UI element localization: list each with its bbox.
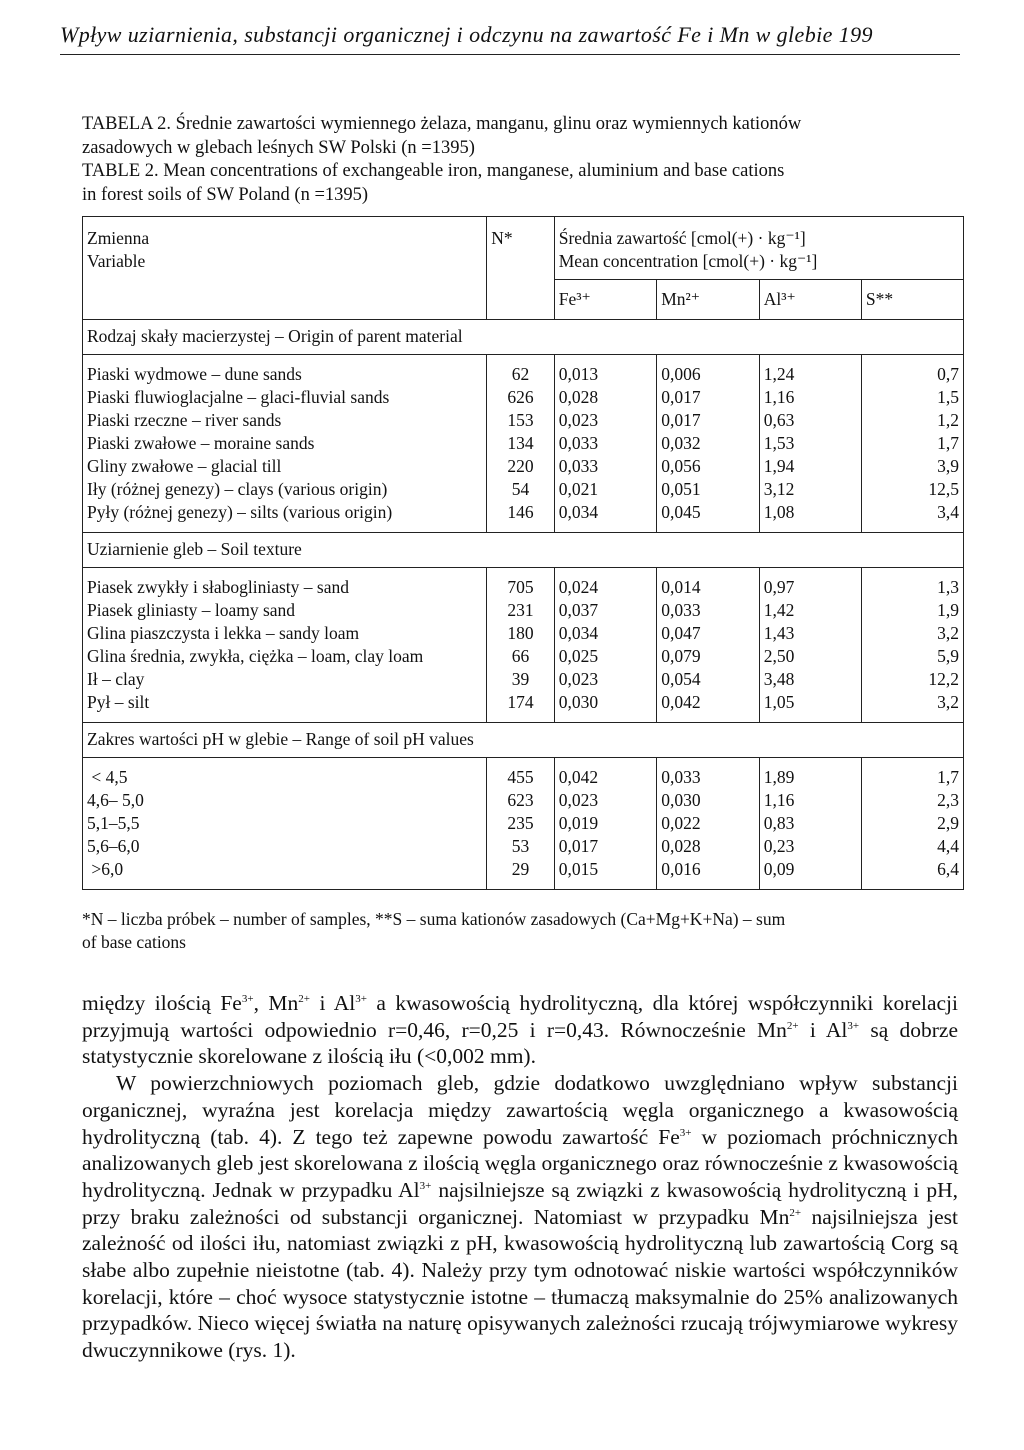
section-title: Uziarnienie gleb – Soil texture bbox=[83, 533, 964, 568]
cell-n: 626 bbox=[487, 386, 555, 409]
header-mean bbox=[554, 217, 963, 280]
table-row bbox=[83, 599, 964, 622]
cell-fe: 0,033 bbox=[554, 455, 656, 478]
cell-al: 1,43 bbox=[759, 622, 861, 645]
cell-mn: 0,016 bbox=[657, 858, 759, 890]
table-row bbox=[83, 645, 964, 668]
cell-n: 54 bbox=[487, 478, 555, 501]
cell-mn: 0,017 bbox=[657, 409, 759, 432]
body-text bbox=[82, 990, 958, 1364]
cell-al: 1,16 bbox=[759, 789, 861, 812]
p2-sup-2: 3+ bbox=[419, 1179, 432, 1192]
cell-al: 1,53 bbox=[759, 432, 861, 455]
caption-en-line1: TABLE 2. Mean concentrations of exchangeable iron, manganese, aluminium and base cations bbox=[82, 161, 785, 181]
p2-sup-1: 3+ bbox=[679, 1126, 692, 1139]
table-row bbox=[83, 691, 964, 723]
cell-fe: 0,030 bbox=[554, 691, 656, 723]
cell-s: 1,5 bbox=[861, 386, 963, 409]
section-title: Rodzaj skały macierzystej – Origin of parent material bbox=[83, 320, 964, 355]
cell-fe: 0,042 bbox=[554, 758, 656, 790]
section-row bbox=[83, 723, 964, 758]
cell-mn: 0,032 bbox=[657, 432, 759, 455]
table-row bbox=[83, 386, 964, 409]
cell-mn: 0,033 bbox=[657, 599, 759, 622]
row-label: < 4,5 bbox=[87, 767, 128, 787]
table-row bbox=[83, 478, 964, 501]
cell-al: 0,63 bbox=[759, 409, 861, 432]
cell-mn: 0,056 bbox=[657, 455, 759, 478]
cell-fe: 0,034 bbox=[554, 622, 656, 645]
cell-al: 0,83 bbox=[759, 812, 861, 835]
cell-s: 3,2 bbox=[861, 622, 963, 645]
header-n: N* bbox=[487, 217, 555, 320]
cell-mn: 0,014 bbox=[657, 568, 759, 600]
cell-al: 1,08 bbox=[759, 501, 861, 533]
cell-s: 1,2 bbox=[861, 409, 963, 432]
footnote-line2: of base cations bbox=[82, 932, 186, 952]
cell-s: 1,7 bbox=[861, 432, 963, 455]
table-row bbox=[83, 622, 964, 645]
running-header bbox=[60, 22, 960, 55]
cell-n: 66 bbox=[487, 645, 555, 668]
header-al: Al³⁺ bbox=[759, 280, 861, 320]
cell-n: 53 bbox=[487, 835, 555, 858]
table-row bbox=[83, 812, 964, 835]
paragraph-2 bbox=[82, 1070, 958, 1364]
cell-fe: 0,023 bbox=[554, 668, 656, 691]
table-body bbox=[83, 320, 964, 890]
header-mean-pl: Średnia zawartość [cmol(+) · kg⁻¹] bbox=[558, 228, 806, 248]
table-row bbox=[83, 455, 964, 478]
cell-fe: 0,015 bbox=[554, 858, 656, 890]
cell-mn: 0,017 bbox=[657, 386, 759, 409]
cell-mn: 0,042 bbox=[657, 691, 759, 723]
p2-text-d: najsilniejsza jest zależność od ilości iłu, natomiast związki z pH, kwasowością hydrolityczną lub zawartością Corg są słabe albo zupełnie nieistotne (tab. 4). Należy przy tym odnotować niskie wartości współczynników korelacji, które – choć wysoce statystycznie istotne – tłumaczą maksymalnie do 25% analizowanych przypadków. Nieco więcej światła na naturę opisywanych zależności rzucają trójwymiarowe wykresy dwuczynnikowe (rys. 1). bbox=[82, 1204, 958, 1363]
p2-text-c: najsilniejsze są związki z kwasowością hydrolityczną i pH, przy braku zależności od substancji organicznej. Natomiast w przypadku Mn bbox=[82, 1177, 958, 1229]
p2-sup-3: 2+ bbox=[789, 1206, 802, 1219]
cell-al: 1,42 bbox=[759, 599, 861, 622]
cell-fe: 0,019 bbox=[554, 812, 656, 835]
table-row bbox=[83, 409, 964, 432]
cell-s: 5,9 bbox=[861, 645, 963, 668]
table-row bbox=[83, 835, 964, 858]
cell-n: 62 bbox=[487, 355, 555, 387]
cell-s: 0,7 bbox=[861, 355, 963, 387]
cell-fe: 0,034 bbox=[554, 501, 656, 533]
p1-sup-4: 2+ bbox=[786, 1019, 799, 1032]
cell-mn: 0,033 bbox=[657, 758, 759, 790]
cell-mn: 0,030 bbox=[657, 789, 759, 812]
cell-fe: 0,033 bbox=[554, 432, 656, 455]
cell-fe: 0,037 bbox=[554, 599, 656, 622]
cell-mn: 0,022 bbox=[657, 812, 759, 835]
section-row bbox=[83, 533, 964, 568]
p1-sup-2: 2+ bbox=[298, 992, 310, 1005]
cell-mn: 0,028 bbox=[657, 835, 759, 858]
cell-fe: 0,017 bbox=[554, 835, 656, 858]
caption-pl-line2: zasadowych w glebach leśnych SW Polski (n =1395) bbox=[82, 137, 475, 158]
table-footnote bbox=[82, 908, 962, 954]
p1-text-e: i Al bbox=[798, 1017, 848, 1042]
cell-mn: 0,079 bbox=[657, 645, 759, 668]
cell-n: 220 bbox=[487, 455, 555, 478]
cell-s: 2,3 bbox=[861, 789, 963, 812]
cell-n: 235 bbox=[487, 812, 555, 835]
cell-n: 153 bbox=[487, 409, 555, 432]
row-label: Piaski fluwioglacjalne – glaci-fluvial sands bbox=[87, 387, 390, 407]
cell-mn: 0,051 bbox=[657, 478, 759, 501]
header-fe: Fe³⁺ bbox=[554, 280, 656, 320]
row-label: >6,0 bbox=[87, 859, 124, 879]
cell-n: 134 bbox=[487, 432, 555, 455]
cell-al: 0,23 bbox=[759, 835, 861, 858]
cell-s: 1,3 bbox=[861, 568, 963, 600]
row-label: Piaski rzeczne – river sands bbox=[87, 410, 282, 430]
section-title: Zakres wartości pH w glebie – Range of soil pH values bbox=[83, 723, 964, 758]
cell-fe: 0,025 bbox=[554, 645, 656, 668]
cell-al: 0,09 bbox=[759, 858, 861, 890]
cell-al: 1,05 bbox=[759, 691, 861, 723]
cell-fe: 0,021 bbox=[554, 478, 656, 501]
cell-mn: 0,045 bbox=[657, 501, 759, 533]
row-label: Pyły (różnej genezy) – silts (various origin) bbox=[87, 502, 393, 522]
p1-text-c: i Al bbox=[310, 991, 356, 1015]
cell-fe: 0,023 bbox=[554, 409, 656, 432]
cell-fe: 0,023 bbox=[554, 789, 656, 812]
cell-al: 1,16 bbox=[759, 386, 861, 409]
p1-sup-3: 3+ bbox=[355, 992, 367, 1005]
cell-al: 3,48 bbox=[759, 668, 861, 691]
cell-al: 1,94 bbox=[759, 455, 861, 478]
cell-n: 705 bbox=[487, 568, 555, 600]
row-label: Piaski zwałowe – moraine sands bbox=[87, 433, 315, 453]
cell-n: 455 bbox=[487, 758, 555, 790]
cell-fe: 0,013 bbox=[554, 355, 656, 387]
cell-s: 3,9 bbox=[861, 455, 963, 478]
cell-al: 2,50 bbox=[759, 645, 861, 668]
row-label: 4,6– 5,0 bbox=[87, 790, 144, 810]
row-label: Glina piaszczysta i lekka – sandy loam bbox=[87, 623, 360, 643]
cell-s: 1,7 bbox=[861, 758, 963, 790]
cell-al: 1,24 bbox=[759, 355, 861, 387]
table-row bbox=[83, 668, 964, 691]
table-row bbox=[83, 501, 964, 533]
cell-s: 4,4 bbox=[861, 835, 963, 858]
header-mn: Mn²⁺ bbox=[657, 280, 759, 320]
header-mean-en: Mean concentration [cmol(+) · kg⁻¹] bbox=[558, 251, 818, 271]
table-row bbox=[83, 758, 964, 790]
page-number: 199 bbox=[838, 22, 873, 47]
p1-text-b: , Mn bbox=[253, 991, 299, 1015]
caption-en-line2: in forest soils of SW Poland (n =1395) bbox=[82, 184, 369, 205]
table-row bbox=[83, 858, 964, 890]
cell-mn: 0,006 bbox=[657, 355, 759, 387]
cell-s: 12,5 bbox=[861, 478, 963, 501]
cell-al: 1,89 bbox=[759, 758, 861, 790]
cell-mn: 0,047 bbox=[657, 622, 759, 645]
table-row bbox=[83, 432, 964, 455]
p1-text-f: są dobrze statystycznie skorelowane z ilością iłu (<0,002 mm). bbox=[82, 1017, 959, 1069]
row-label: Gliny zwałowe – glacial till bbox=[87, 456, 282, 476]
p2-text-b: w poziomach próchnicznych analizowanych gleb jest skorelowana z ilością węgla organicznego oraz równocześnie z kwasowością hydrolityczną. Jednak w przypadku Al bbox=[82, 1124, 958, 1202]
cell-fe: 0,028 bbox=[554, 386, 656, 409]
cell-al: 0,97 bbox=[759, 568, 861, 600]
cell-al: 3,12 bbox=[759, 478, 861, 501]
cell-n: 146 bbox=[487, 501, 555, 533]
row-label: 5,1–5,5 bbox=[87, 813, 140, 833]
footnote-line1: *N – liczba próbek – number of samples, **S – suma kationów zasadowych (Ca+Mg+K+Na) – sum bbox=[82, 909, 786, 929]
table-header-row bbox=[83, 217, 964, 280]
cell-s: 6,4 bbox=[861, 858, 963, 890]
cell-n: 29 bbox=[487, 858, 555, 890]
cell-n: 231 bbox=[487, 599, 555, 622]
cell-n: 39 bbox=[487, 668, 555, 691]
cell-n: 623 bbox=[487, 789, 555, 812]
cell-s: 12,2 bbox=[861, 668, 963, 691]
data-table bbox=[82, 216, 964, 890]
p1-sup-5: 3+ bbox=[847, 1019, 860, 1032]
caption-pl-line1: TABELA 2. Średnie zawartości wymiennego żelaza, manganu, glinu oraz wymiennych kationów bbox=[82, 114, 802, 134]
cell-mn: 0,054 bbox=[657, 668, 759, 691]
header-variable bbox=[83, 217, 487, 320]
row-label: 5,6–6,0 bbox=[87, 836, 140, 856]
row-label: Pył – silt bbox=[87, 692, 150, 712]
cell-n: 180 bbox=[487, 622, 555, 645]
p1-sup-1: 3+ bbox=[241, 992, 254, 1005]
row-label: Ił – clay bbox=[87, 669, 145, 689]
row-label: Piasek gliniasty – loamy sand bbox=[87, 600, 296, 620]
p1-text-a: między ilością Fe bbox=[82, 991, 242, 1015]
cell-s: 3,2 bbox=[861, 691, 963, 723]
p1-text-d: a kwasowością hydrolityczną, dla której współczynniki korelacji przyjmują wartości odpowiednio r=0,46, r=0,25 i r=0,43. Równocześnie Mn bbox=[82, 991, 959, 1042]
cell-fe: 0,024 bbox=[554, 568, 656, 600]
table-row bbox=[83, 355, 964, 387]
cell-s: 3,4 bbox=[861, 501, 963, 533]
cell-n: 174 bbox=[487, 691, 555, 723]
row-label: Iły (różnej genezy) – clays (various origin) bbox=[87, 479, 388, 499]
row-label: Piasek zwykły i słabogliniasty – sand bbox=[87, 577, 349, 597]
table-row bbox=[83, 568, 964, 600]
table-row bbox=[83, 789, 964, 812]
running-title: Wpływ uziarnienia, substancji organicznej i odczynu na zawartość Fe i Mn w glebie bbox=[60, 22, 833, 47]
cell-s: 2,9 bbox=[861, 812, 963, 835]
p2-text-a: W powierzchniowych poziomach gleb, gdzie dodatkowo uwzględniano wpływ substancji organicznej, wyraźna jest korelacja między zawartością węgla organicznego a kwasowością hydrolityczną (tab. 4). Z tego też zapewne powodu zawartość Fe bbox=[82, 1071, 958, 1149]
header-variable-en: Variable bbox=[87, 251, 146, 271]
header-variable-pl: Zmienna bbox=[87, 228, 150, 248]
row-label: Piaski wydmowe – dune sands bbox=[87, 364, 302, 384]
row-label: Glina średnia, zwykła, ciężka – loam, clay loam bbox=[87, 646, 424, 666]
paragraph-1 bbox=[82, 990, 958, 1070]
section-row bbox=[83, 320, 964, 355]
header-s: S** bbox=[861, 280, 963, 320]
cell-s: 1,9 bbox=[861, 599, 963, 622]
table-caption bbox=[82, 113, 962, 207]
